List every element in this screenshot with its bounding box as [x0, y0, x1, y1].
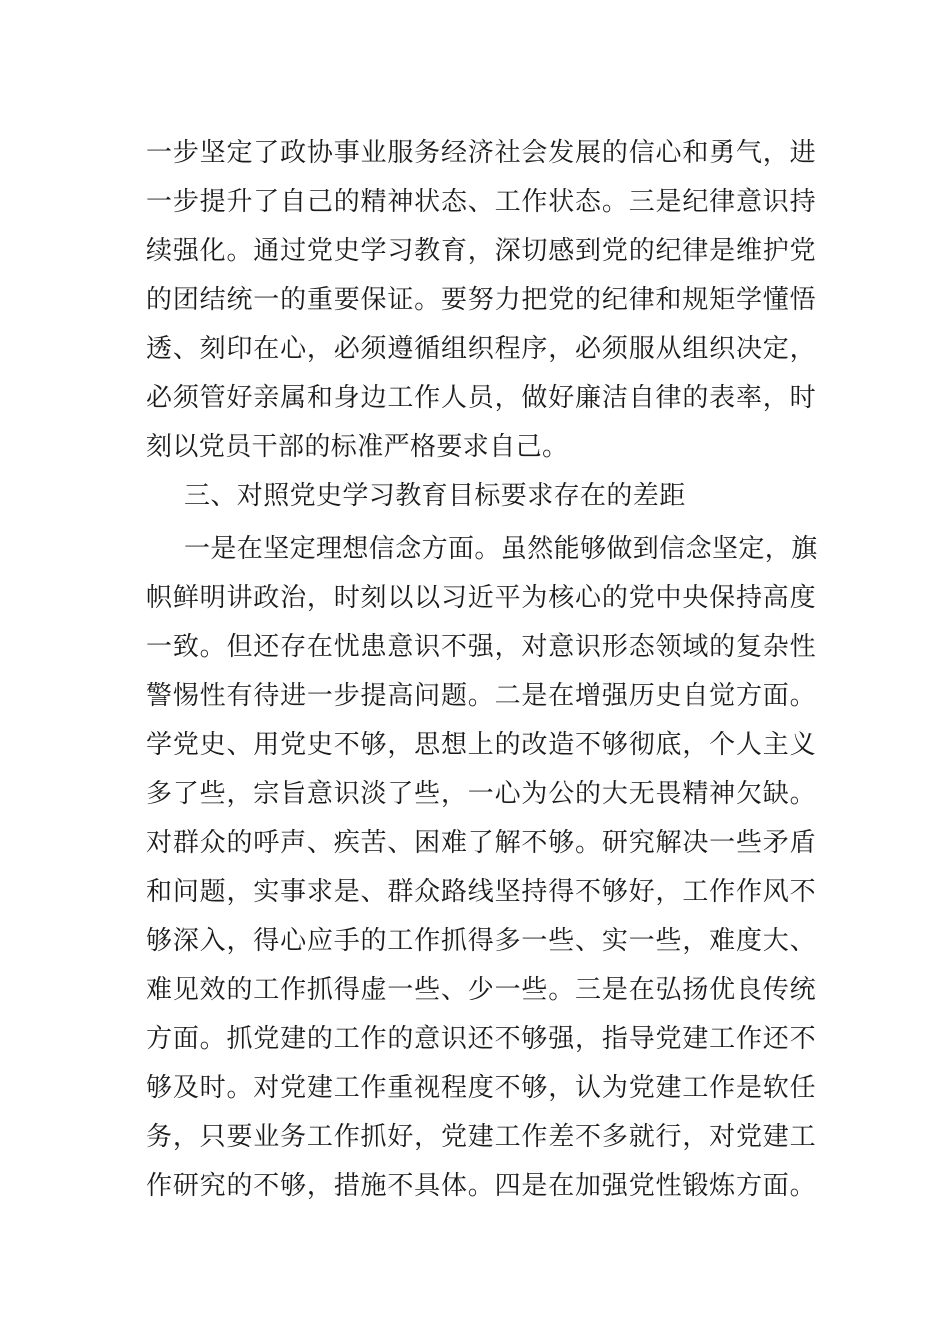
body-text-line: 一步提升了自己的精神状态、工作状态。三是纪律意识持	[146, 187, 816, 217]
body-text-line: 透、刻印在心，必须遵循组织程序，必须服从组织决定，	[146, 334, 816, 364]
body-text-line: 难见效的工作抓得虚一些、少一些。三是在弘扬优良传统	[146, 975, 816, 1005]
body-text-line: 续强化。通过党史学习教育，深切感到党的纪律是维护党	[146, 236, 816, 266]
body-text-line: 警惕性有待进一步提高问题。二是在增强历史自觉方面。	[146, 681, 816, 711]
body-text-line: 方面。抓党建的工作的意识还不够强，指导党建工作还不	[146, 1024, 816, 1054]
body-text-line: 多了些，宗旨意识淡了些，一心为公的大无畏精神欠缺。	[146, 779, 816, 809]
body-text-line: 刻以党员干部的标准严格要求自己。	[146, 432, 569, 462]
body-text-line: 学党史、用党史不够，思想上的改造不够彻底，个人主义	[146, 730, 816, 760]
body-text-line: 帜鲜明讲政治，时刻以以习近平为核心的党中央保持高度	[146, 583, 816, 613]
body-text-line: 够深入，得心应手的工作抓得多一些、实一些，难度大、	[146, 926, 816, 956]
body-text-line: 对群众的呼声、疾苦、困难了解不够。研究解决一些矛盾	[146, 828, 816, 858]
section-heading: 三、对照党史学习教育目标要求存在的差距	[184, 481, 686, 511]
body-text-line: 务，只要业务工作抓好，党建工作差不多就行，对党建工	[146, 1122, 816, 1152]
body-text-line: 一致。但还存在忧患意识不强，对意识形态领域的复杂性	[146, 632, 816, 662]
body-text-line: 必须管好亲属和身边工作人员，做好廉洁自律的表率，时	[146, 383, 816, 413]
body-text-line: 和问题，实事求是、群众路线坚持得不够好，工作作风不	[146, 877, 816, 907]
body-text-line: 作研究的不够，措施不具体。四是在加强党性锻炼方面。	[146, 1171, 816, 1201]
body-text-line: 一是在坚定理想信念方面。虽然能够做到信念坚定，旗	[184, 534, 818, 564]
body-text-line: 够及时。对党建工作重视程度不够，认为党建工作是软任	[146, 1073, 816, 1103]
body-text-line: 的团结统一的重要保证。要努力把党的纪律和规矩学懂悟	[146, 285, 816, 315]
body-text-line: 一步坚定了政协事业服务经济社会发展的信心和勇气，进	[146, 138, 816, 168]
